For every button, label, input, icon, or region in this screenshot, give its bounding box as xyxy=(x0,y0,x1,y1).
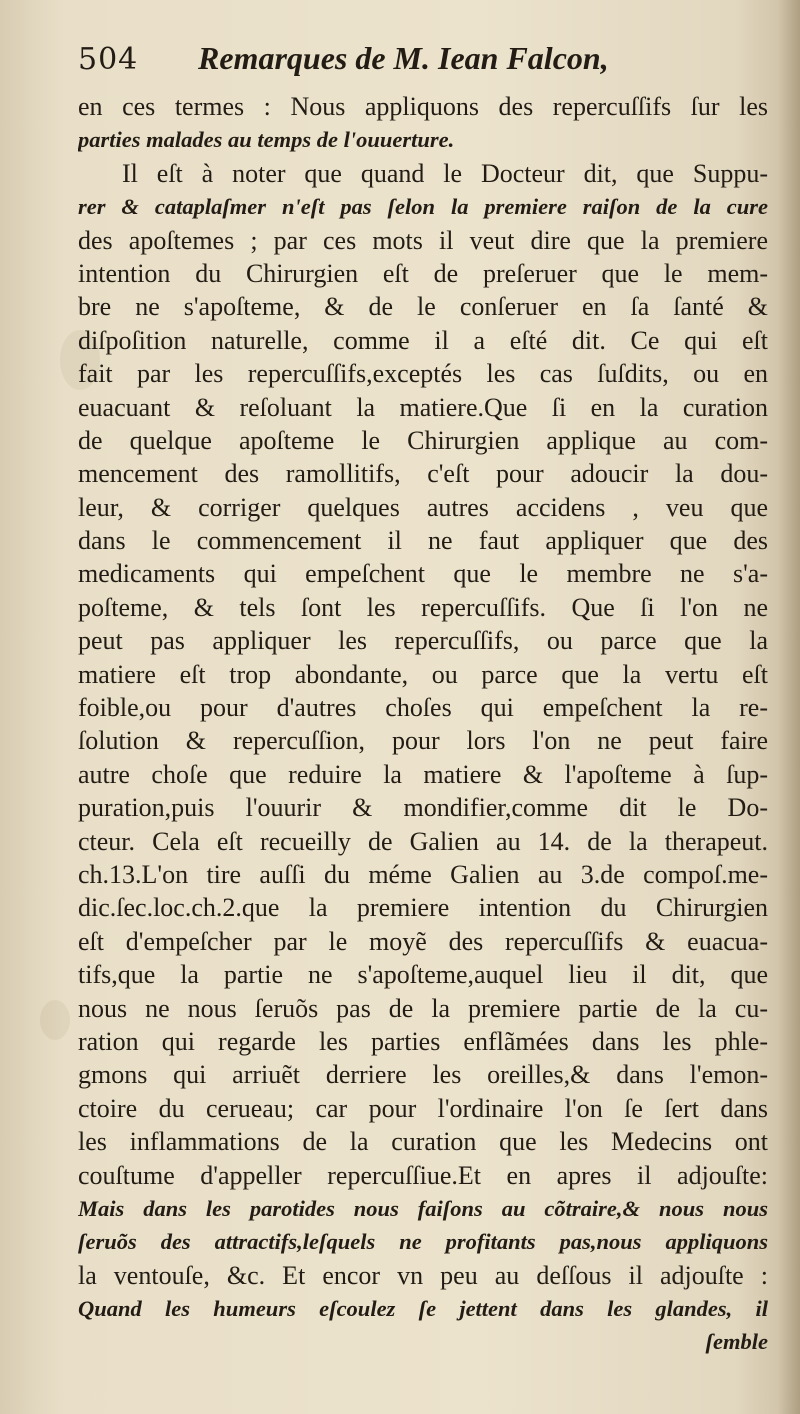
text-line: diſpoſition naturelle, comme il a eſté dit. Ce qui eſt xyxy=(78,325,768,355)
text-line: ration qui regarde les parties enflãmées dans les phle- xyxy=(78,1026,768,1056)
paper-stain xyxy=(40,1000,70,1040)
text-line: cteur. Cela eſt recueilly de Galien au 14. de la therapeut. xyxy=(78,826,768,856)
text-line: nous ne nous ſeruõs pas de la premiere partie de la cu- xyxy=(78,993,768,1023)
page-number: 504 xyxy=(78,42,139,77)
text-line: gmons qui arriuẽt derriere les oreilles,& dans l'emon- xyxy=(78,1060,768,1090)
page-gutter-shadow xyxy=(778,0,800,1414)
text-line: mencement des ramollitifs, c'eſt pour adoucir la dou- xyxy=(78,459,768,489)
text-line: autre choſe que reduire la matiere & l'apoſteme à ſup- xyxy=(78,759,768,789)
text-line: la ventouſe, &c. Et encor vn peu au deſſous il adjouſte : xyxy=(78,1260,768,1290)
text-line: rer & cataplaſmer n'eſt pas ſelon la premiere raiſon de la cure xyxy=(78,194,768,220)
text-line: peut pas appliquer les repercuſſifs, ou parce que la xyxy=(78,626,768,656)
text-line: puration,puis l'ouurir & mondifier,comme dit le Do- xyxy=(78,793,768,823)
text-line: intention du Chirurgien eſt de preſeruer que le mem- xyxy=(78,258,768,288)
text-line: leur, & corriger quelques autres accidens , veu que xyxy=(78,492,768,522)
text-line: en ces termes : Nous appliquons des repercuſſifs ſur les xyxy=(78,92,768,121)
text-line: bre ne s'apoſteme, & de le conſeruer en ſa ſanté & xyxy=(78,292,768,322)
text-line: ch.13.L'on tire auſſi du méme Galien au 3.de compoſ.me- xyxy=(78,859,768,889)
text-line: tifs,que la partie ne s'apoſteme,auquel lieu il dit, que xyxy=(78,960,768,990)
text-line: ctoire du cerueau; car pour l'ordinaire l'on ſe ſert dans xyxy=(78,1093,768,1123)
text-line: matiere eſt trop abondante, ou parce que la vertu eſt xyxy=(78,659,768,689)
text-line: Mais dans les parotides nous faiſons au cõtraire,& nous nous xyxy=(78,1195,768,1221)
text-line: couſtume d'appeller repercuſſiue.Et en apres il adjouſte: xyxy=(78,1160,768,1190)
text-line: dans le commencement il ne faut appliquer que des xyxy=(78,526,768,556)
text-line: poſteme, & tels ſont les repercuſſifs. Que ſi l'on ne xyxy=(78,592,768,622)
page-header xyxy=(78,40,768,90)
text-line: ſolution & repercuſſion, pour lors l'on ne peut faire xyxy=(78,726,768,756)
text-line: des apoſtemes ; par ces mots il veut dire que la premiere xyxy=(78,225,768,255)
text-line: foible,ou pour d'autres choſes qui empeſchent la re- xyxy=(78,693,768,723)
text-line: parties malades au temps de l'ouuerture. xyxy=(78,127,455,153)
text-line: eſt d'empeſcher par le moyẽ des repercuſſifs & euacua- xyxy=(78,926,768,956)
text-block xyxy=(78,40,768,1359)
text-line: fait par les repercuſſifs,exceptés les cas ſuſdits, ou en xyxy=(78,359,768,389)
text-line: euacuant & reſoluant la matiere.Que ſi en la curation xyxy=(78,392,768,422)
catchword: ſemble xyxy=(705,1329,768,1355)
paragraph-start-line: Il eſt à noter que quand le Docteur dit, que Suppu- xyxy=(122,158,768,188)
text-line: medicaments qui empeſchent que le membre ne s'a- xyxy=(78,559,768,589)
text-line: Quand les humeurs eſcoulez ſe jettent dans les glandes, il xyxy=(78,1296,768,1322)
text-line: ſeruõs des attractifs,leſquels ne profitants pas,nous appliquons xyxy=(78,1229,768,1255)
text-line: les inflammations de la curation que les Medecins ont xyxy=(78,1127,768,1157)
text-line: dic.ſec.loc.ch.2.que la premiere intention du Chirurgien xyxy=(78,893,768,923)
text-line: de quelque apoſteme le Chirurgien applique au com- xyxy=(78,425,768,455)
running-title: Remarques de M. Iean Falcon, xyxy=(198,40,609,76)
